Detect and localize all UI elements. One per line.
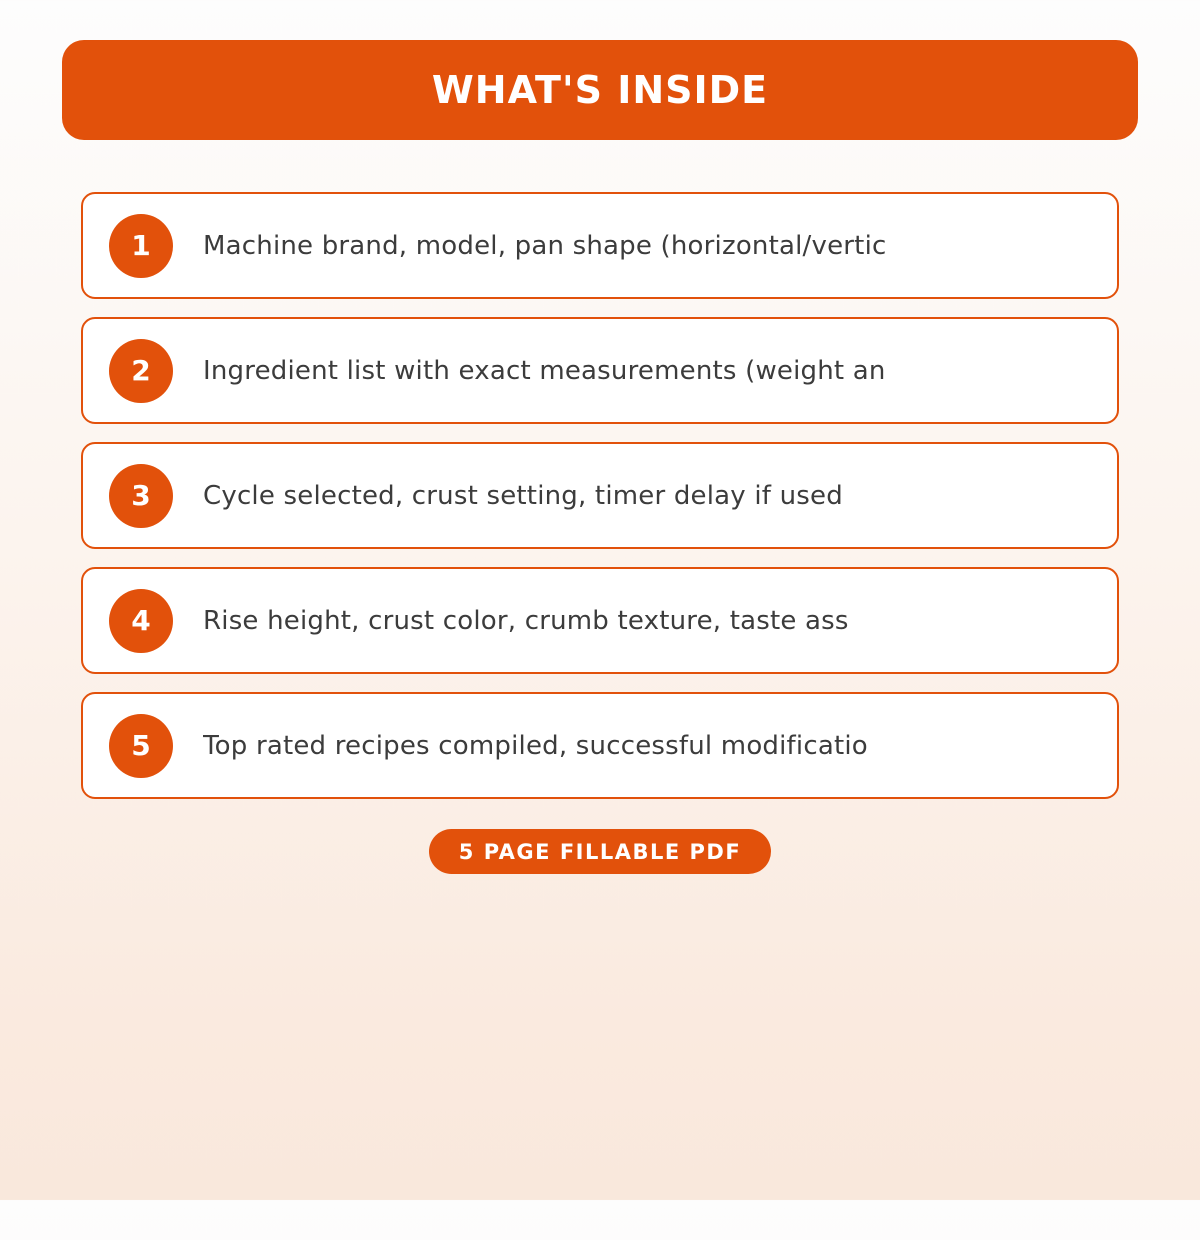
list-item-5 <box>81 692 1119 799</box>
fillable-pdf-badge[interactable]: 5 PAGE FILLABLE PDF <box>429 829 771 874</box>
header-banner <box>62 40 1138 140</box>
item-text: Top rated recipes compiled, successful modificatio <box>203 730 868 761</box>
list-item-4 <box>81 567 1119 674</box>
item-number-badge: 5 <box>109 714 173 778</box>
item-number-badge: 4 <box>109 589 173 653</box>
item-number-badge: 2 <box>109 339 173 403</box>
item-number-badge: 3 <box>109 464 173 528</box>
item-text: Cycle selected, crust setting, timer delay if used <box>203 480 843 511</box>
item-text: Machine brand, model, pan shape (horizontal/vertic <box>203 230 887 261</box>
page-title: WHAT'S INSIDE <box>431 68 769 112</box>
list-item-1 <box>81 192 1119 299</box>
list-item-3 <box>81 442 1119 549</box>
item-text: Rise height, crust color, crumb texture, taste ass <box>203 605 849 636</box>
items-list <box>0 192 1200 799</box>
item-text: Ingredient list with exact measurements (weight an <box>203 355 886 386</box>
list-item-2 <box>81 317 1119 424</box>
footer-area <box>0 829 1200 874</box>
item-number-badge: 1 <box>109 214 173 278</box>
